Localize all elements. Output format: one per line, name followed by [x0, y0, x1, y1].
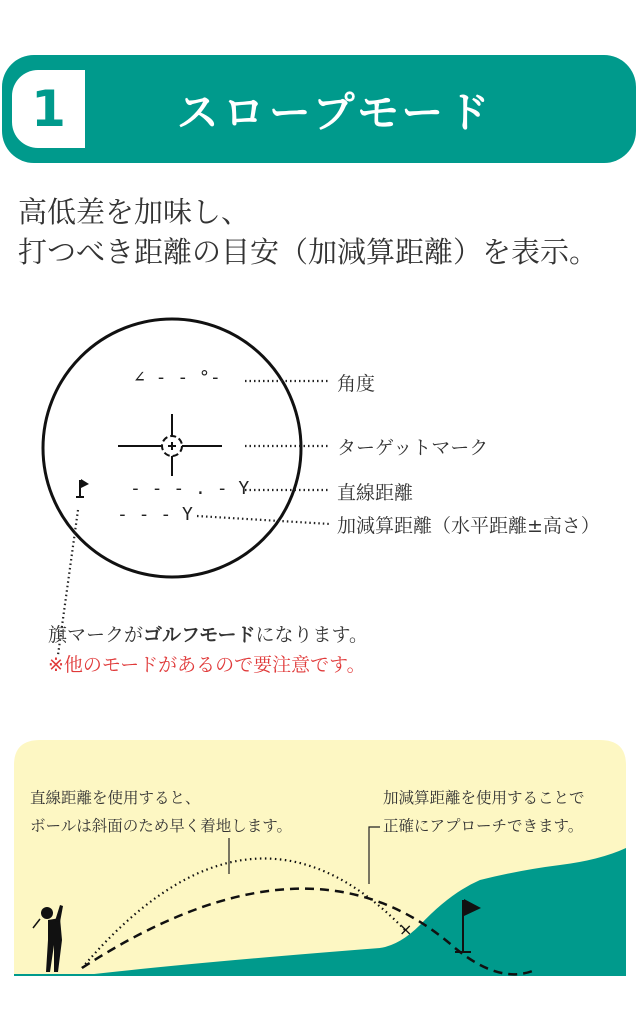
section-title: スロープモード [176, 88, 494, 137]
flag-note-mode: ゴルフモード [143, 624, 256, 646]
right-caption-line-2: 正確にアプローチできます。 [383, 817, 584, 835]
warning-note: ※他のモードがあるので要注意です。 [48, 654, 366, 676]
label-adjusted-distance: 加減算距離（水平距離±高さ） [337, 515, 600, 537]
left-caption-line-2: ボールは斜面のため早く着地します。 [30, 817, 292, 835]
adjusted-distance-readout: - - - Y [117, 504, 193, 525]
flag-icon [76, 479, 89, 497]
section-number: 1 [31, 80, 66, 138]
label-direct-distance: 直線距離 [337, 482, 414, 504]
flag-note-suffix: になります。 [255, 624, 368, 646]
left-caption-line-1: 直線距離を使用すると、 [30, 789, 201, 807]
landing-mark: × [399, 920, 413, 939]
flag-note-prefix: 旗マークが [48, 624, 144, 646]
right-caption-line-1: 加減算距離を使用することで [383, 789, 585, 807]
intro-line-2: 打つべき距離の目安（加減算距離）を表示。 [18, 235, 599, 269]
angle-readout: ∠ - - °- [134, 367, 221, 388]
flag-note [48, 620, 368, 647]
intro-line-1: 高低差を加味し、 [18, 195, 251, 229]
target-mark-icon [118, 414, 222, 476]
leader-lines [58, 381, 330, 655]
label-target-mark: ターゲットマーク [337, 437, 489, 459]
distance-readout: - - - . - Y [130, 478, 250, 499]
label-angle: 角度 [337, 373, 376, 395]
